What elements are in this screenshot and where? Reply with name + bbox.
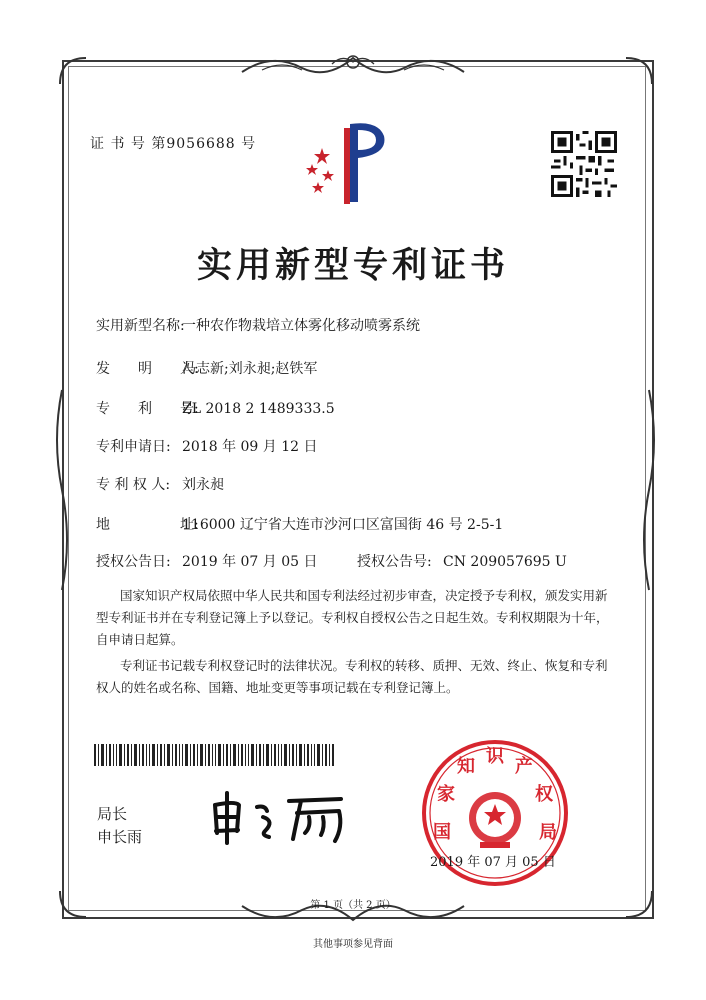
field-value: 2018 年 09 月 12 日 — [182, 439, 318, 455]
right-ornament-icon — [637, 380, 661, 600]
field-utility-model-name — [96, 315, 420, 335]
signatory-name: 申长雨 — [97, 828, 143, 846]
field-value: 116000 辽宁省大连市沙河口区富国街 46 号 2-5-1 — [182, 517, 504, 533]
field-label: 发 明 人: — [96, 361, 199, 377]
grant-date-label: 授权公告日: — [96, 554, 171, 570]
field-label: 专利申请日: — [96, 439, 171, 455]
svg-text:局: 局 — [539, 822, 557, 843]
svg-text:识: 识 — [486, 746, 504, 767]
body-paragraph: 国家知识产权局依照中华人民共和国专利法经过初步审查，决定授予专利权，颁发实用新型专利证书并在专利登记簿上予以登记。专利权自授权公告之日起生效。专利权期限为十年，自申请日起算。 — [96, 588, 609, 647]
footer-note: 其他事项参见背面 — [313, 939, 393, 950]
field-grant-info — [96, 551, 567, 571]
field-value: ZL 2018 2 1489333.5 — [182, 401, 335, 417]
field-patentee — [96, 474, 224, 494]
body-paragraph: 专利证书记载专利权登记时的法律状况。专利权的转移、质押、无效、终止、恢复和专利权人的姓名或名称、国籍、地址变更等事项记载在专利登记簿上。 — [96, 658, 608, 695]
svg-text:家: 家 — [437, 784, 455, 805]
grant-number-label: 授权公告号: — [357, 554, 432, 570]
field-patent-number — [96, 398, 335, 418]
grant-number-value: CN 209057695 U — [443, 554, 567, 570]
handwritten-signature-icon — [205, 787, 365, 847]
field-application-date — [96, 436, 318, 456]
seal-date: 2019 年 07 月 05 日 — [430, 855, 556, 870]
corner-ornament-icon — [58, 56, 88, 86]
field-value: 刘永昶 — [182, 477, 224, 493]
svg-text:产: 产 — [515, 756, 533, 777]
page-number: 第 1 页（共 2 页） — [310, 900, 396, 911]
qr-code-icon — [551, 131, 617, 197]
field-label: 地 址: — [96, 517, 199, 533]
cnipa-logo-icon — [300, 118, 390, 210]
top-ornament-icon — [232, 50, 474, 82]
field-value: 一种农作物栽培立体雾化移动喷雾系统 — [182, 318, 420, 334]
svg-text:知: 知 — [457, 756, 475, 777]
corner-ornament-icon — [624, 56, 654, 86]
signatory-role: 局长 — [97, 805, 128, 823]
field-value: 冯志新;刘永昶;赵铁军 — [182, 361, 318, 377]
field-address — [96, 514, 503, 534]
field-label: 专 利 权 人: — [96, 477, 171, 493]
field-label: 专 利 号: — [96, 401, 199, 417]
svg-text:权: 权 — [535, 784, 553, 805]
certificate-number: 证 书 号 第9056688 号 — [90, 136, 257, 152]
certificate-title: 实用新型专利证书 — [196, 246, 509, 286]
grant-date-value: 2019 年 07 月 05 日 — [182, 554, 318, 570]
field-label: 实用新型名称: — [96, 318, 185, 334]
svg-text:国: 国 — [433, 822, 451, 843]
field-inventors — [96, 358, 317, 378]
certificate-body — [96, 585, 616, 699]
left-ornament-icon — [50, 380, 74, 600]
barcode-icon — [94, 744, 334, 766]
